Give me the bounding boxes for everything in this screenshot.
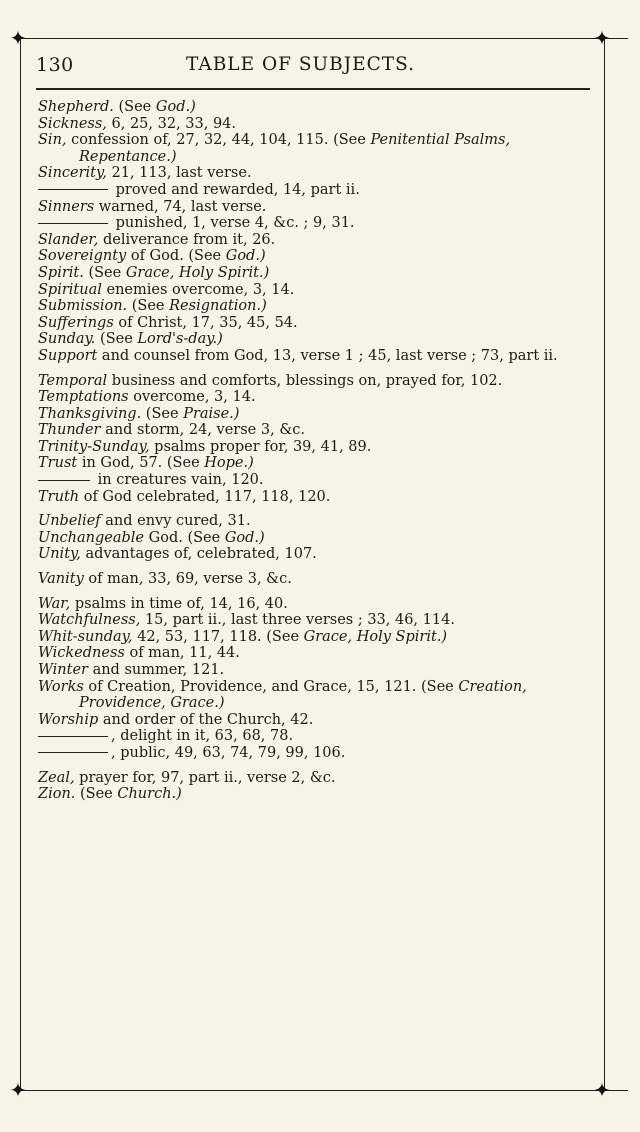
index-entry bbox=[38, 99, 594, 116]
ditto-dash bbox=[38, 736, 108, 737]
index-references: (See bbox=[113, 99, 156, 115]
index-entry bbox=[38, 348, 594, 365]
index-references: overcome, 3, 14. bbox=[128, 389, 256, 406]
index-entry bbox=[38, 439, 594, 456]
index-term: Truth bbox=[38, 488, 80, 505]
index-references: in creatures vain, 120. bbox=[93, 472, 264, 489]
index-term: Zeal, bbox=[38, 769, 75, 786]
index-entry-continuation bbox=[38, 149, 594, 166]
index-entry bbox=[38, 546, 594, 563]
index-entry bbox=[38, 489, 594, 506]
see-also-reference: Providence, Grace.) bbox=[79, 695, 225, 712]
index-term: Works bbox=[38, 678, 84, 695]
corner-ornament-icon: ✦ bbox=[593, 1078, 611, 1102]
index-entry bbox=[38, 679, 594, 696]
index-entry bbox=[38, 712, 594, 729]
index-entry bbox=[38, 373, 594, 390]
index-entry bbox=[38, 199, 594, 216]
index-references: psalms proper for, 39, 41, 89. bbox=[149, 438, 372, 455]
index-references: confession of, 27, 32, 44, 104, 115. (See bbox=[66, 132, 371, 149]
index-references: proved and rewarded, 14, part ii. bbox=[111, 181, 360, 198]
see-also-reference: Grace, Holy Spirit.) bbox=[303, 628, 448, 645]
index-term: Vanity bbox=[38, 571, 84, 588]
index-references: psalms in time of, 14, 16, 40. bbox=[70, 595, 288, 612]
index-term: Whit-sunday, bbox=[38, 628, 133, 645]
page-title: TABLE OF SUBJECTS. bbox=[186, 54, 416, 75]
index-entry bbox=[38, 629, 594, 646]
index-term: Slander, bbox=[38, 231, 99, 248]
index-term: Wickedness bbox=[38, 645, 125, 662]
index-entry bbox=[38, 455, 594, 472]
index-term: Spiritual bbox=[38, 281, 102, 298]
index-entry bbox=[38, 406, 594, 423]
index-entry bbox=[38, 786, 594, 803]
index-references: and summer, 121. bbox=[87, 662, 225, 678]
index-term: Sufferings bbox=[38, 314, 114, 331]
index-references: , public, 49, 63, 74, 79, 99, 106. bbox=[111, 744, 346, 761]
page-number: 130 bbox=[36, 54, 74, 76]
index-entry bbox=[38, 315, 594, 332]
index-term: Thanksgiving. bbox=[38, 405, 142, 422]
index-references: and envy cured, 31. bbox=[100, 513, 251, 530]
index-references: God. (See bbox=[144, 529, 225, 546]
frame-left-line bbox=[20, 38, 21, 1090]
header-rule bbox=[36, 88, 590, 90]
index-references: of Christ, 17, 35, 45, 54. bbox=[113, 314, 298, 331]
see-also-reference: Hope.) bbox=[204, 455, 254, 472]
ditto-dash bbox=[38, 480, 90, 481]
frame-right-line bbox=[604, 38, 605, 1090]
index-term: Sovereignty bbox=[38, 248, 127, 265]
index-references: of man, 11, 44. bbox=[124, 645, 240, 662]
corner-ornament-icon: ✦ bbox=[593, 26, 611, 50]
see-also-reference: Lord's-day.) bbox=[137, 331, 223, 348]
index-references: of Creation, Providence, and Grace, 15, 121. (See bbox=[83, 678, 459, 695]
see-also-reference: God.) bbox=[155, 99, 196, 115]
index-term: Unbelief bbox=[38, 513, 101, 530]
index-entry-continuation bbox=[38, 695, 594, 712]
see-also-reference: God.) bbox=[224, 529, 265, 546]
index-references: deliverance from it, 26. bbox=[98, 231, 276, 248]
see-also-reference: Penitential Psalms, bbox=[370, 132, 511, 149]
subject-index-list bbox=[38, 99, 594, 803]
index-entry bbox=[38, 472, 594, 489]
see-also-reference: Grace, Holy Spirit.) bbox=[125, 264, 270, 281]
index-term: Temptations bbox=[38, 389, 129, 406]
index-references: 6, 25, 32, 33, 94. bbox=[106, 115, 237, 132]
index-entry bbox=[38, 182, 594, 199]
index-term: Thunder bbox=[38, 422, 101, 439]
index-entry bbox=[38, 165, 594, 182]
index-term: Sin, bbox=[38, 132, 67, 149]
index-references: in God, 57. (See bbox=[77, 455, 205, 472]
index-references: 21, 113, last verse. bbox=[106, 165, 252, 182]
frame-top-line bbox=[14, 38, 628, 39]
index-term: Temporal bbox=[38, 372, 108, 389]
index-references: prayer for, 97, part ii., verse 2, &c. bbox=[74, 769, 336, 786]
index-references: 42, 53, 117, 118. (See bbox=[132, 628, 304, 645]
index-references: and order of the Church, 42. bbox=[98, 711, 314, 728]
index-term: Worship bbox=[38, 711, 99, 728]
index-entry bbox=[38, 282, 594, 299]
see-also-reference: Resignation.) bbox=[169, 298, 267, 315]
index-term: War, bbox=[38, 595, 71, 612]
index-entry bbox=[38, 728, 594, 745]
index-references: business and comforts, blessings on, prayed for, 102. bbox=[107, 372, 503, 389]
index-entry bbox=[38, 215, 594, 232]
index-term: Spirit. bbox=[38, 264, 84, 281]
see-also-reference: Praise.) bbox=[183, 405, 240, 422]
index-term: Sunday. bbox=[38, 331, 96, 348]
index-term: Sickness, bbox=[38, 115, 107, 132]
index-term: Sinners bbox=[38, 198, 95, 215]
corner-ornament-icon: ✦ bbox=[9, 26, 27, 50]
index-references: (See bbox=[127, 298, 170, 315]
see-also-reference: Creation, bbox=[458, 678, 527, 695]
index-references: , delight in it, 63, 68, 78. bbox=[111, 728, 294, 745]
index-references: (See bbox=[141, 405, 184, 422]
index-term: Zion. bbox=[38, 786, 76, 803]
see-also-reference: Church.) bbox=[117, 786, 182, 803]
index-entry bbox=[38, 745, 594, 762]
ditto-dash bbox=[38, 752, 108, 753]
index-references: enemies overcome, 3, 14. bbox=[101, 281, 295, 298]
index-references: (See bbox=[83, 264, 126, 281]
index-references: 15, part ii., last three verses ; 33, 46, 114. bbox=[140, 612, 455, 629]
index-term: Trust bbox=[38, 455, 78, 472]
see-also-reference: Repentance.) bbox=[79, 148, 177, 165]
index-entry bbox=[38, 662, 594, 679]
index-entry bbox=[38, 645, 594, 662]
index-entry bbox=[38, 530, 594, 547]
index-term: Watchfulness, bbox=[38, 612, 141, 629]
index-references: (See bbox=[75, 786, 118, 803]
index-entry bbox=[38, 596, 594, 613]
index-entry bbox=[38, 770, 594, 787]
index-entry bbox=[38, 422, 594, 439]
index-references: warned, 74, last verse. bbox=[94, 198, 267, 215]
index-references: of man, 33, 69, verse 3, &c. bbox=[83, 571, 292, 588]
index-term: Support bbox=[38, 347, 98, 364]
index-entry bbox=[38, 513, 594, 530]
index-entry bbox=[38, 389, 594, 406]
corner-ornament-icon: ✦ bbox=[9, 1078, 27, 1102]
index-term: Unity, bbox=[38, 546, 81, 563]
index-references: advantages of, celebrated, 107. bbox=[80, 546, 317, 563]
index-entry bbox=[38, 116, 594, 133]
index-entry bbox=[38, 232, 594, 249]
ditto-dash bbox=[38, 189, 108, 190]
index-references: (See bbox=[95, 331, 138, 348]
index-references: of God celebrated, 117, 118, 120. bbox=[79, 488, 331, 505]
index-references: of God. (See bbox=[126, 248, 226, 265]
index-references: punished, 1, verse 4, &c. ; 9, 31. bbox=[111, 215, 355, 232]
index-references: and storm, 24, verse 3, &c. bbox=[100, 422, 305, 439]
index-entry bbox=[38, 298, 594, 315]
index-entry bbox=[38, 248, 594, 265]
index-term: Submission. bbox=[38, 298, 128, 315]
index-entry bbox=[38, 331, 594, 348]
index-entry bbox=[38, 571, 594, 588]
index-term: Winter bbox=[38, 662, 88, 678]
frame-bottom-line bbox=[14, 1090, 628, 1091]
index-entry bbox=[38, 265, 594, 282]
index-entry bbox=[38, 132, 594, 149]
index-term: Unchangeable bbox=[38, 529, 145, 546]
index-entry bbox=[38, 612, 594, 629]
index-references: and counsel from God, 13, verse 1 ; 45, last verse ; 73, part ii. bbox=[97, 347, 558, 364]
index-term: Shepherd. bbox=[38, 99, 114, 115]
index-term: Sincerity, bbox=[38, 165, 107, 182]
see-also-reference: God.) bbox=[225, 248, 266, 265]
ditto-dash bbox=[38, 223, 108, 224]
index-term: Trinity-Sunday, bbox=[38, 438, 150, 455]
